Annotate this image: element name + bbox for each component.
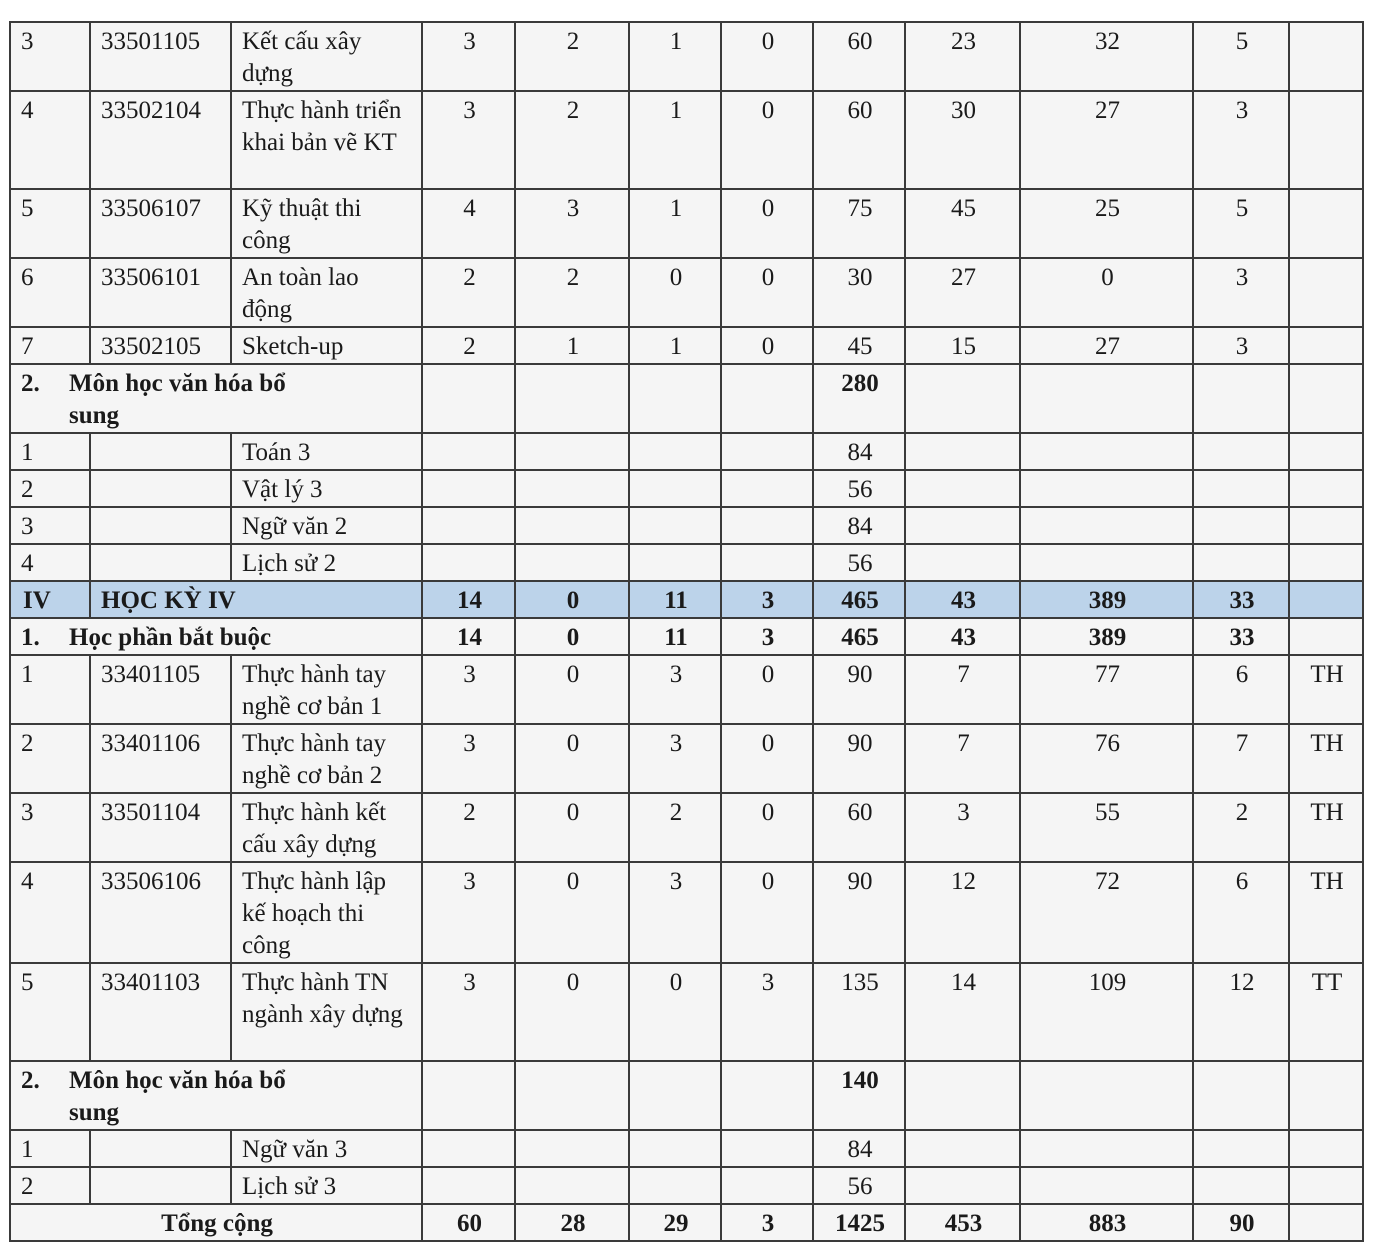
- practice-credits: 11: [629, 581, 721, 618]
- section-total-hours: 280: [813, 364, 905, 433]
- exam-hours: 3: [1193, 258, 1289, 327]
- section-row: [10, 618, 1363, 655]
- section-number: 2.: [21, 1067, 40, 1094]
- practice-credits: 1: [629, 327, 721, 364]
- row-index: 5: [10, 189, 90, 258]
- practice-hours: 389: [1020, 618, 1193, 655]
- row-index: 3: [10, 793, 90, 862]
- credits: 3: [422, 655, 515, 724]
- credits: 3: [422, 22, 515, 91]
- course-name: Thực hành tay nghề cơ bản 1: [231, 655, 422, 724]
- exam-hours: 90: [1193, 1204, 1289, 1241]
- credits: 14: [422, 581, 515, 618]
- row-index: 1: [10, 655, 90, 724]
- course-name: Lịch sử 2: [231, 544, 422, 581]
- section-row: [10, 364, 1363, 433]
- credits: 3: [422, 724, 515, 793]
- credits: 2: [422, 793, 515, 862]
- table-row: [10, 258, 1363, 327]
- table-row: [10, 470, 1363, 507]
- theory-credits: 3: [515, 189, 629, 258]
- table-row: [10, 862, 1363, 963]
- internship-credits: 3: [721, 618, 813, 655]
- total-hours: 56: [813, 1167, 905, 1204]
- exam-hours: 3: [1193, 91, 1289, 189]
- total-hours: 84: [813, 1130, 905, 1167]
- course-code: 33502105: [90, 327, 231, 364]
- internship-credits: 3: [721, 581, 813, 618]
- course-code: 33501105: [90, 22, 231, 91]
- credits: 2: [422, 258, 515, 327]
- table-row: [10, 189, 1363, 258]
- theory-hours: 30: [905, 91, 1020, 189]
- theory-hours: 45: [905, 189, 1020, 258]
- total-hours: 56: [813, 544, 905, 581]
- total-hours: 30: [813, 258, 905, 327]
- course-name: Thực hành kết cấu xây dựng: [231, 793, 422, 862]
- practice-credits: 29: [629, 1204, 721, 1241]
- course-code: 33506107: [90, 189, 231, 258]
- internship-credits: 0: [721, 724, 813, 793]
- table-row: [10, 724, 1363, 793]
- theory-credits: 2: [515, 22, 629, 91]
- theory-credits: 0: [515, 793, 629, 862]
- internship-credits: 3: [721, 1204, 813, 1241]
- credits: 2: [422, 327, 515, 364]
- row-index: 1: [10, 433, 90, 470]
- note: [1289, 22, 1363, 91]
- row-index: 5: [10, 963, 90, 1061]
- section-heading: [10, 1061, 422, 1130]
- table-row: [10, 1130, 1363, 1167]
- row-index: 1: [10, 1130, 90, 1167]
- section-heading: [10, 364, 422, 433]
- theory-credits: 0: [515, 963, 629, 1061]
- section-label: Học phần bắt buộc: [69, 624, 272, 651]
- semester-row: [10, 581, 1363, 618]
- internship-credits: 0: [721, 655, 813, 724]
- practice-hours: 883: [1020, 1204, 1193, 1241]
- row-index: 2: [10, 470, 90, 507]
- note: TH: [1289, 655, 1363, 724]
- table-row: [10, 327, 1363, 364]
- course-code: 33401105: [90, 655, 231, 724]
- table-row: [10, 433, 1363, 470]
- course-name: Thực hành lập kế hoạch thi công: [231, 862, 422, 963]
- table-row: [10, 22, 1363, 91]
- course-name: Vật lý 3: [231, 470, 422, 507]
- section-number: 2.: [21, 370, 40, 397]
- row-index: 2: [10, 1167, 90, 1204]
- course-name: Thực hành triển khai bản vẽ KT: [231, 91, 422, 189]
- theory-credits: 0: [515, 618, 629, 655]
- row-index: 2: [10, 724, 90, 793]
- practice-hours: 27: [1020, 91, 1193, 189]
- section-total-hours: 140: [813, 1061, 905, 1130]
- practice-hours: 72: [1020, 862, 1193, 963]
- total-label: Tổng cộng: [10, 1204, 422, 1241]
- theory-hours: 27: [905, 258, 1020, 327]
- total-hours: 45: [813, 327, 905, 364]
- total-hours: 465: [813, 618, 905, 655]
- practice-hours: 27: [1020, 327, 1193, 364]
- note: [1289, 258, 1363, 327]
- total-hours: 60: [813, 22, 905, 91]
- course-name: Kỹ thuật thi công: [231, 189, 422, 258]
- total-hours: 84: [813, 433, 905, 470]
- total-hours: 90: [813, 655, 905, 724]
- theory-credits: 0: [515, 581, 629, 618]
- theory-hours: 43: [905, 581, 1020, 618]
- course-name: Thực hành tay nghề cơ bản 2: [231, 724, 422, 793]
- exam-hours: 2: [1193, 793, 1289, 862]
- practice-credits: 2: [629, 793, 721, 862]
- internship-credits: 0: [721, 793, 813, 862]
- practice-credits: 0: [629, 963, 721, 1061]
- table-row: [10, 544, 1363, 581]
- practice-hours: 76: [1020, 724, 1193, 793]
- practice-hours: 109: [1020, 963, 1193, 1061]
- semester-code: IV: [10, 581, 90, 618]
- semester-name: HỌC KỲ IV: [90, 581, 422, 618]
- exam-hours: 3: [1193, 327, 1289, 364]
- theory-credits: 0: [515, 862, 629, 963]
- table-row: [10, 507, 1363, 544]
- exam-hours: 5: [1193, 22, 1289, 91]
- theory-credits: 1: [515, 327, 629, 364]
- exam-hours: 33: [1193, 618, 1289, 655]
- total-hours: 135: [813, 963, 905, 1061]
- theory-credits: 28: [515, 1204, 629, 1241]
- theory-credits: 0: [515, 724, 629, 793]
- practice-hours: 25: [1020, 189, 1193, 258]
- course-name: Kết cấu xây dựng: [231, 22, 422, 91]
- course-name: An toàn lao động: [231, 258, 422, 327]
- table-row: [10, 793, 1363, 862]
- course-name: Ngữ văn 3: [231, 1130, 422, 1167]
- course-code: 33502104: [90, 91, 231, 189]
- theory-hours: 12: [905, 862, 1020, 963]
- total-hours: 1425: [813, 1204, 905, 1241]
- note: TT: [1289, 963, 1363, 1061]
- internship-credits: 0: [721, 258, 813, 327]
- internship-credits: 0: [721, 91, 813, 189]
- course-code: 33506106: [90, 862, 231, 963]
- course-code: 33506101: [90, 258, 231, 327]
- total-hours: 465: [813, 581, 905, 618]
- credits: 60: [422, 1204, 515, 1241]
- section-label: Môn học văn hóa bổ sung: [69, 1067, 286, 1126]
- practice-hours: 389: [1020, 581, 1193, 618]
- row-index: 4: [10, 91, 90, 189]
- course-name: Sketch-up: [231, 327, 422, 364]
- credits: 3: [422, 862, 515, 963]
- course-name: Thực hành TN ngành xây dựng: [231, 963, 422, 1061]
- theory-credits: 2: [515, 258, 629, 327]
- exam-hours: 6: [1193, 655, 1289, 724]
- practice-credits: 0: [629, 258, 721, 327]
- section-row: [10, 1061, 1363, 1130]
- table-row: [10, 655, 1363, 724]
- theory-hours: 7: [905, 655, 1020, 724]
- practice-hours: 55: [1020, 793, 1193, 862]
- row-index: 7: [10, 327, 90, 364]
- row-index: 6: [10, 258, 90, 327]
- row-index: 4: [10, 544, 90, 581]
- internship-credits: 0: [721, 22, 813, 91]
- table-row: [10, 963, 1363, 1061]
- internship-credits: 0: [721, 327, 813, 364]
- table-row: [10, 1167, 1363, 1204]
- practice-credits: 1: [629, 22, 721, 91]
- practice-credits: 3: [629, 655, 721, 724]
- note: [1289, 327, 1363, 364]
- section-label: Môn học văn hóa bổ sung: [69, 370, 286, 429]
- note: TH: [1289, 793, 1363, 862]
- course-code: 33401106: [90, 724, 231, 793]
- section-heading: [10, 618, 422, 655]
- theory-hours: 15: [905, 327, 1020, 364]
- practice-credits: 3: [629, 862, 721, 963]
- practice-credits: 1: [629, 189, 721, 258]
- credits: 3: [422, 91, 515, 189]
- credits: 4: [422, 189, 515, 258]
- course-name: Ngữ văn 2: [231, 507, 422, 544]
- section-number: 1.: [21, 624, 40, 651]
- practice-credits: 1: [629, 91, 721, 189]
- total-hours: 90: [813, 862, 905, 963]
- row-index: 3: [10, 507, 90, 544]
- course-code: 33401103: [90, 963, 231, 1061]
- theory-hours: 3: [905, 793, 1020, 862]
- exam-hours: 7: [1193, 724, 1289, 793]
- curriculum-table: [9, 21, 1364, 1242]
- credits: 3: [422, 963, 515, 1061]
- total-hours: 84: [813, 507, 905, 544]
- exam-hours: 6: [1193, 862, 1289, 963]
- theory-hours: 7: [905, 724, 1020, 793]
- note: [1289, 91, 1363, 189]
- total-hours: 56: [813, 470, 905, 507]
- practice-hours: 77: [1020, 655, 1193, 724]
- internship-credits: 0: [721, 862, 813, 963]
- practice-hours: 0: [1020, 258, 1193, 327]
- course-name: Lịch sử 3: [231, 1167, 422, 1204]
- row-index: 4: [10, 862, 90, 963]
- theory-credits: 2: [515, 91, 629, 189]
- course-name: Toán 3: [231, 433, 422, 470]
- table-row: [10, 91, 1363, 189]
- note: [1289, 189, 1363, 258]
- exam-hours: 12: [1193, 963, 1289, 1061]
- practice-hours: 32: [1020, 22, 1193, 91]
- theory-hours: 43: [905, 618, 1020, 655]
- theory-hours: 453: [905, 1204, 1020, 1241]
- theory-hours: 23: [905, 22, 1020, 91]
- total-hours: 75: [813, 189, 905, 258]
- total-hours: 60: [813, 91, 905, 189]
- practice-credits: 11: [629, 618, 721, 655]
- internship-credits: 3: [721, 963, 813, 1061]
- course-code: 33501104: [90, 793, 231, 862]
- exam-hours: 5: [1193, 189, 1289, 258]
- internship-credits: 0: [721, 189, 813, 258]
- exam-hours: 33: [1193, 581, 1289, 618]
- note: TH: [1289, 862, 1363, 963]
- theory-hours: 14: [905, 963, 1020, 1061]
- total-hours: 90: [813, 724, 905, 793]
- row-index: 3: [10, 22, 90, 91]
- note: TH: [1289, 724, 1363, 793]
- practice-credits: 3: [629, 724, 721, 793]
- total-hours: 60: [813, 793, 905, 862]
- theory-credits: 0: [515, 655, 629, 724]
- total-row: [10, 1204, 1363, 1241]
- credits: 14: [422, 618, 515, 655]
